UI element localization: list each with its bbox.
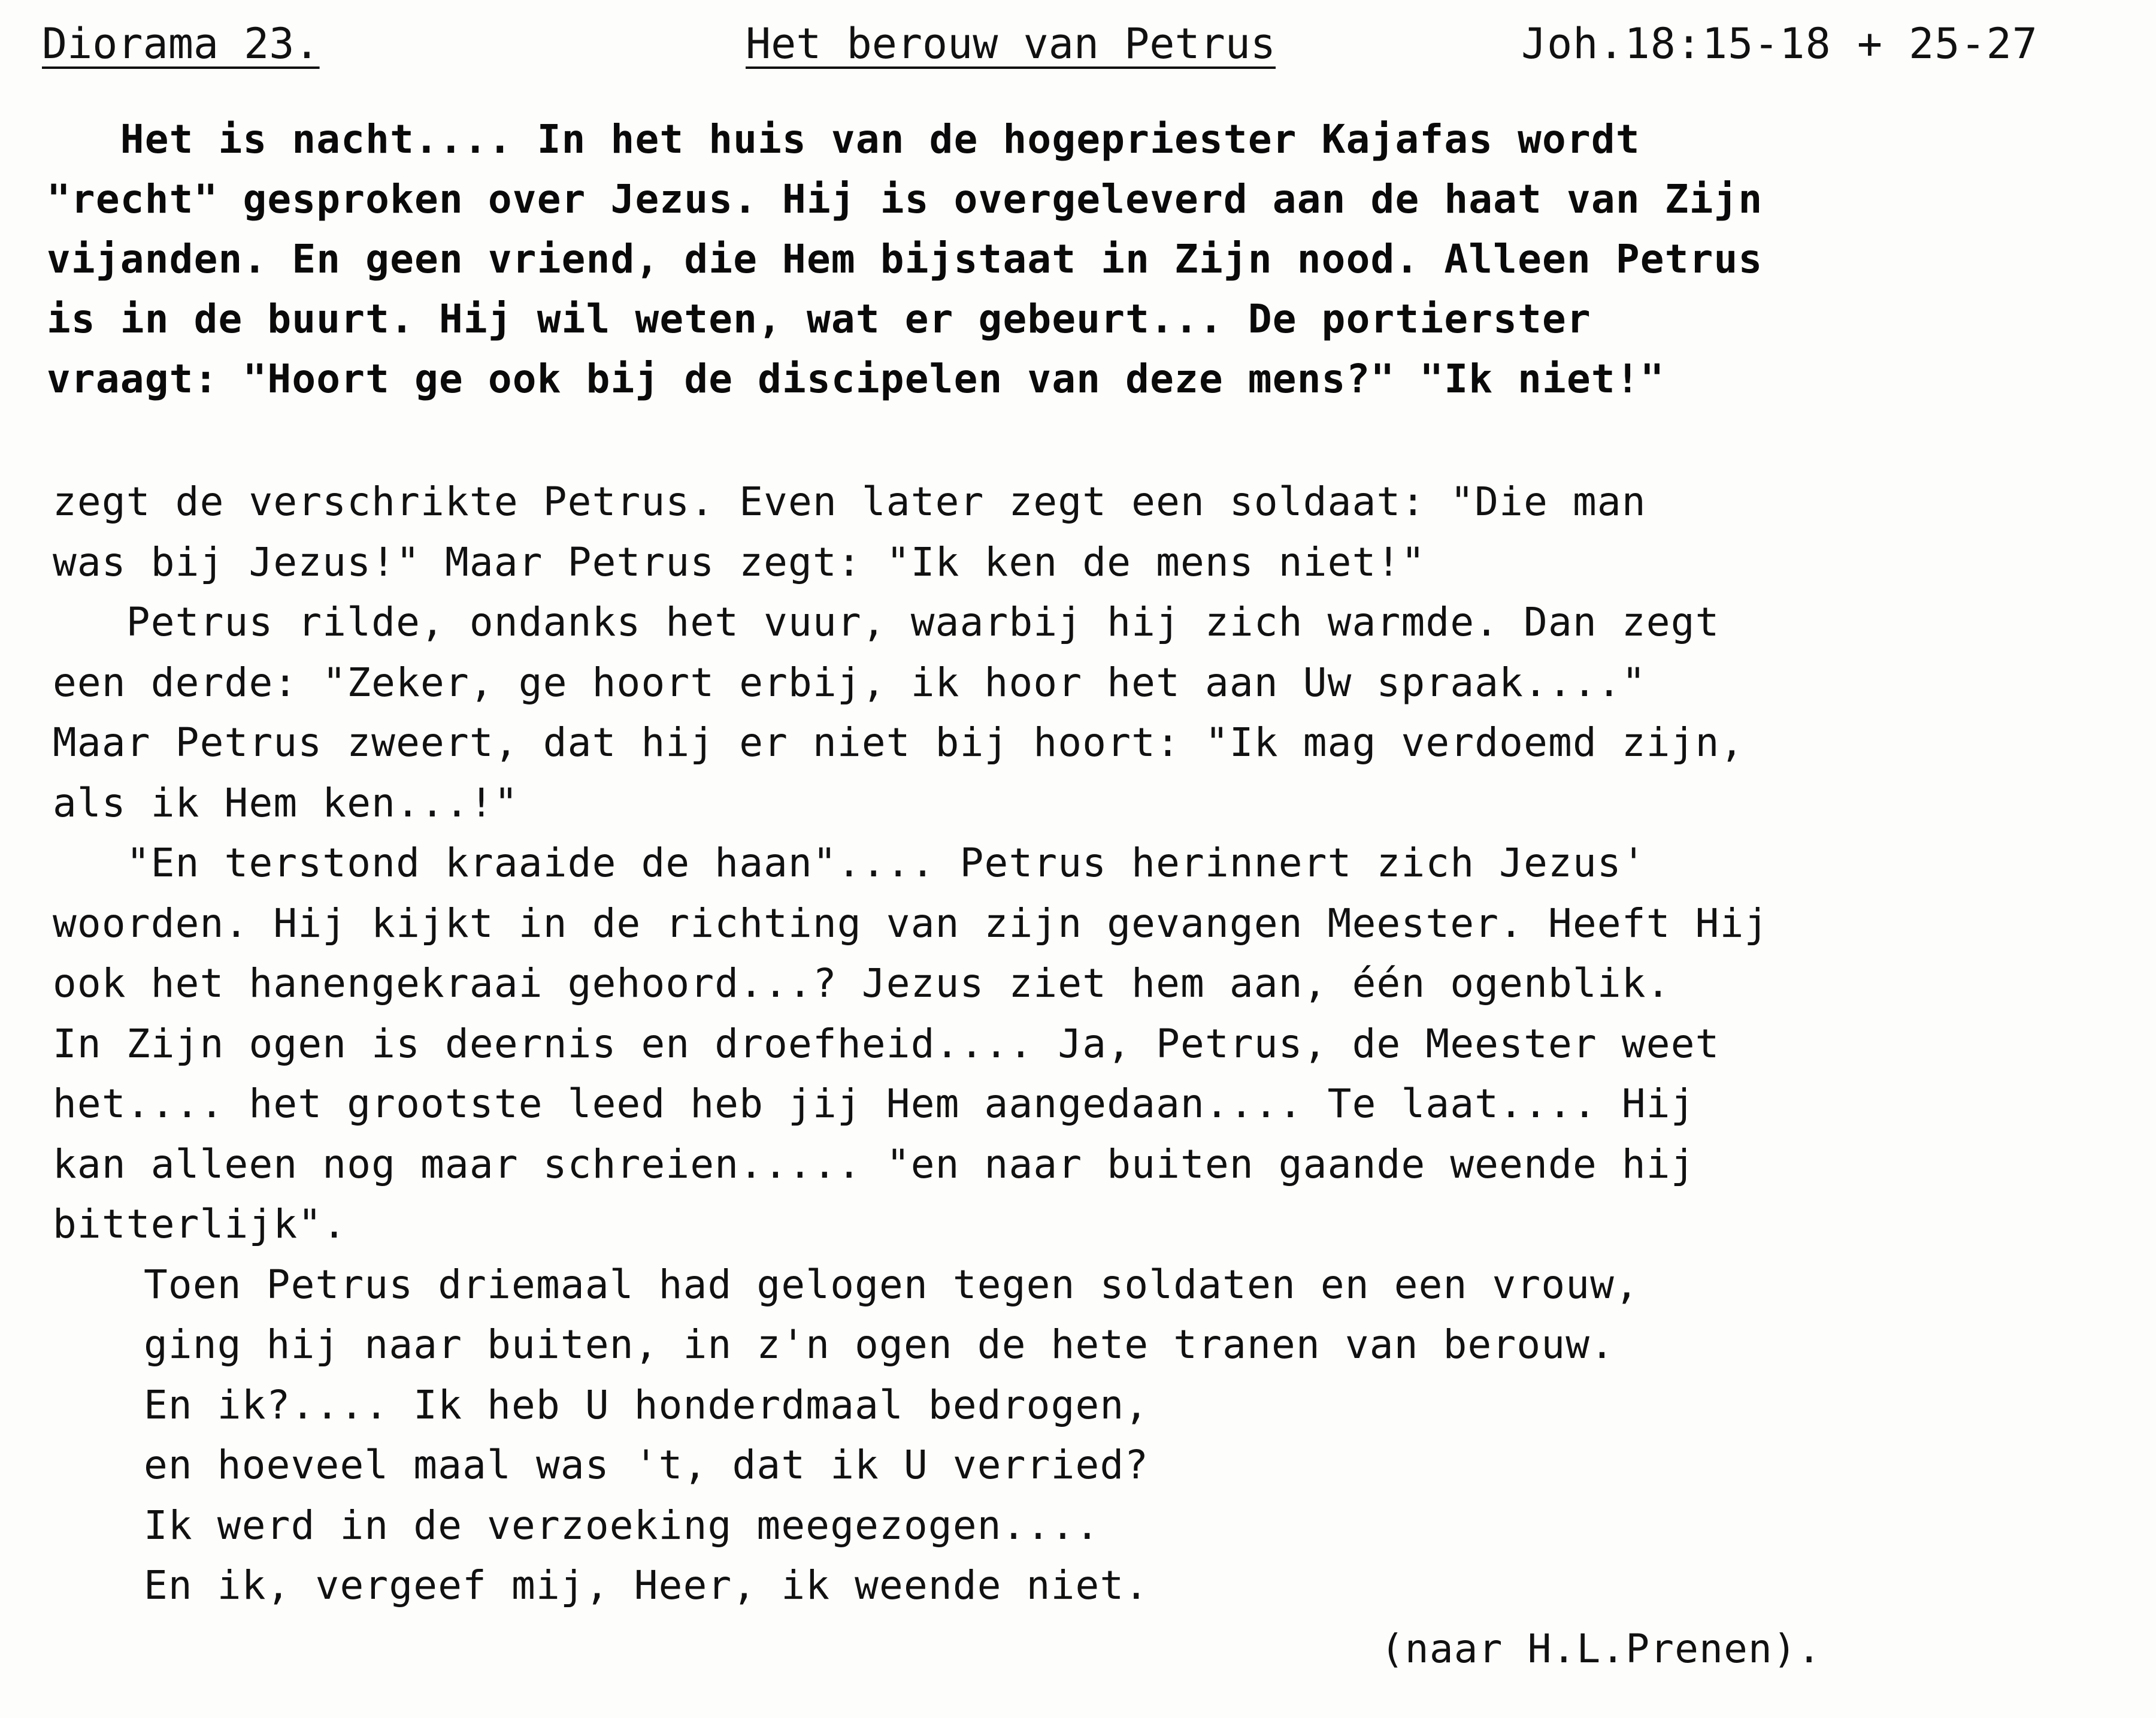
poem-line: ging hij naar buiten, in z'n ogen de hete tranen van berouw. (144, 1321, 1615, 1368)
intro-line: vraagt: "Hoort ge ook bij de discipelen van deze mens?" "Ik niet!" (47, 356, 1665, 402)
poem-line: En ik, vergeef mij, Heer, ik weende niet. (144, 1562, 1149, 1608)
intro-line: vijanden. En geen vriend, die Hem bijstaat in Zijn nood. Alleen Petrus (47, 236, 1763, 282)
body-line: kan alleen nog maar schreien..... "en naar buiten gaande weende hij (53, 1141, 1695, 1187)
body-line: "En terstond kraaide de haan".... Petrus herinnert zich Jezus' (53, 840, 1646, 886)
attribution: (naar H.L.Prenen). (1380, 1626, 1822, 1672)
body-line: zegt de verschrikte Petrus. Even later zegt een soldaat: "Die man (53, 479, 1646, 525)
body-line: als ik Hem ken...!" (53, 780, 519, 826)
body-line: een derde: "Zeker, ge hoort erbij, ik hoor het aan Uw spraak...." (53, 660, 1646, 706)
intro-line: "recht" gesproken over Jezus. Hij is overgeleverd aan de haat van Zijn (47, 176, 1763, 222)
intro-line: Het is nacht.... In het huis van de hogepriester Kajafas wordt (47, 116, 1640, 162)
body-line: Maar Petrus zweert, dat hij er niet bij hoort: "Ik mag verdoemd zijn, (53, 719, 1745, 766)
body-line: In Zijn ogen is deernis en droefheid.... Ja, Petrus, de Meester weet (53, 1021, 1720, 1067)
intro-line: is in de buurt. Hij wil weten, wat er gebeurt... De portierster (47, 296, 1591, 342)
page-title: Het berouw van Petrus (746, 19, 1276, 68)
poem-line: Toen Petrus driemaal had gelogen tegen soldaten en een vrouw, (144, 1262, 1640, 1308)
body-line: woorden. Hij kijkt in de richting van zijn gevangen Meester. Heeft Hij (53, 900, 1769, 946)
bible-reference: Joh.18:15-18 + 25-27 (1521, 19, 2038, 68)
body-line: Petrus rilde, ondanks het vuur, waarbij hij zich warmde. Dan zegt (53, 599, 1720, 645)
poem-line: en hoeveel maal was 't, dat ik U verried? (144, 1442, 1149, 1488)
poem-line: En ik?.... Ik heb U honderdmaal bedrogen, (144, 1382, 1149, 1428)
body-line: was bij Jezus!" Maar Petrus zegt: "Ik ken de mens niet!" (53, 539, 1426, 585)
body-line: het.... het grootste leed heb jij Hem aangedaan.... Te laat.... Hij (53, 1081, 1695, 1127)
poem-line: Ik werd in de verzoeking meegezogen.... (144, 1502, 1100, 1548)
body-line: bitterlijk". (53, 1201, 347, 1247)
diorama-number: Diorama 23. (42, 19, 320, 68)
body-line: ook het hanengekraai gehoord...? Jezus ziet hem aan, één ogenblik. (53, 960, 1671, 1006)
